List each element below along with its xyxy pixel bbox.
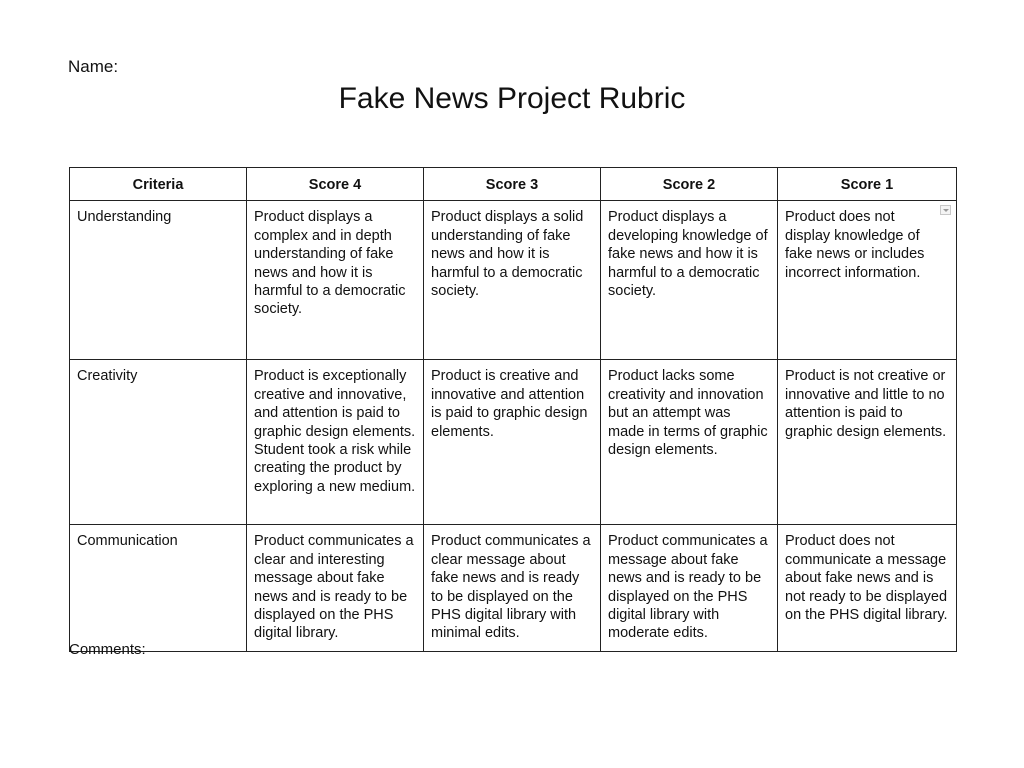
- score-1-cell[interactable]: Product does not communicate a message about fake news and is not ready to be displayed on the PHS digital library.: [778, 525, 957, 651]
- table-row: [70, 525, 957, 651]
- header-row: [70, 168, 957, 201]
- score-3-cell[interactable]: Product is creative and innovative and attention is paid to graphic design elements.: [424, 360, 601, 525]
- score-3-cell[interactable]: Product displays a solid understanding of fake news and how it is harmful to a democratic society.: [424, 201, 601, 360]
- score-2-cell[interactable]: Product communicates a message about fake news and is ready to be displayed on the PHS digital library with moderate edits.: [601, 525, 778, 651]
- score-1-cell-text: Product does not display knowledge of fake news or includes incorrect information.: [785, 209, 925, 281]
- comments-label: Comments:: [69, 641, 146, 658]
- score-4-cell[interactable]: Product is exceptionally creative and innovative, and attention is paid to graphic design elements. Student took a risk while creating the product by exploring a new medium.: [247, 360, 424, 525]
- column-header-score-2: Score 2: [601, 168, 778, 201]
- score-3-cell[interactable]: Product communicates a clear message about fake news and is ready to be displayed on the PHS digital library with minimal edits.: [424, 525, 601, 651]
- score-4-cell[interactable]: Product communicates a clear and interesting message about fake news and is ready to be displayed on the PHS digital library.: [247, 525, 424, 651]
- rubric-table: [69, 167, 957, 652]
- score-1-cell-active[interactable]: [778, 201, 957, 360]
- column-header-criteria: Criteria: [70, 168, 247, 201]
- column-header-score-4: Score 4: [247, 168, 424, 201]
- table-row: [70, 201, 957, 360]
- score-2-cell[interactable]: Product displays a developing knowledge of fake news and how it is harmful to a democratic society.: [601, 201, 778, 360]
- criteria-cell[interactable]: Communication: [70, 525, 247, 651]
- page-title: Fake News Project Rubric: [338, 82, 686, 115]
- score-4-cell[interactable]: Product displays a complex and in depth understanding of fake news and how it is harmful to a democratic society.: [247, 201, 424, 360]
- name-label: Name:: [68, 57, 119, 76]
- column-header-score-3: Score 3: [424, 168, 601, 201]
- cell-dropdown-icon[interactable]: [940, 205, 951, 215]
- score-1-cell[interactable]: Product is not creative or innovative and little to no attention is paid to graphic design elements.: [778, 360, 957, 525]
- column-header-score-1: Score 1: [778, 168, 957, 201]
- table-row: [70, 360, 957, 525]
- criteria-cell[interactable]: Understanding: [70, 201, 247, 360]
- criteria-cell[interactable]: Creativity: [70, 360, 247, 525]
- score-2-cell[interactable]: Product lacks some creativity and innovation but an attempt was made in terms of graphic design elements.: [601, 360, 778, 525]
